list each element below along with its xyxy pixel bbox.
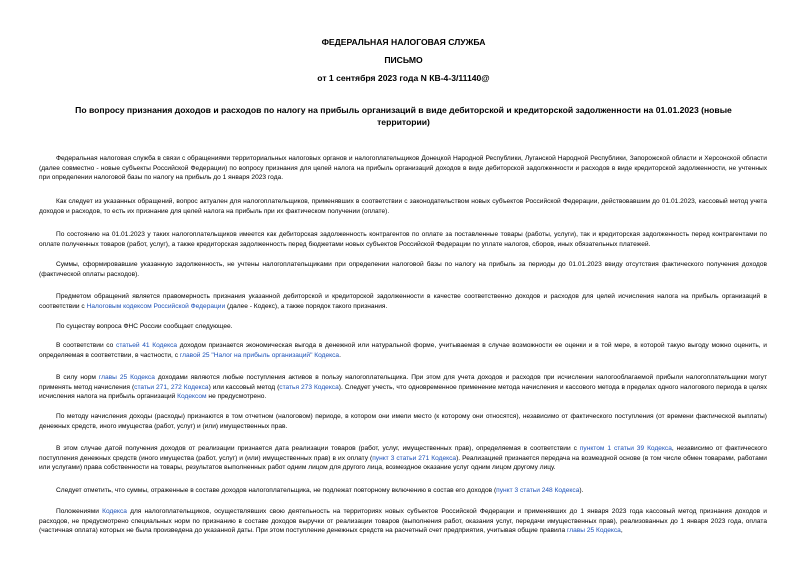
paragraph-text: ,: [620, 527, 623, 535]
link-article-271[interactable]: статьи 271: [134, 383, 168, 391]
agency-title: ФЕДЕРАЛЬНАЯ НАЛОГОВАЯ СЛУЖБА: [321, 37, 486, 47]
link-article-271-point-3[interactable]: пункт 3 статьи 271 Кодекса: [372, 454, 457, 462]
paragraph-text: , независимо от фактического поступления денежных средств (иного имущества (работ, услуг) и (или) имущественных прав) в их оплату (: [39, 445, 767, 462]
paragraph-text: не предусмотрено.: [206, 393, 267, 401]
paragraph-text: для налогоплательщиков, осуществлявших свою деятельность на территориях новых субъектов Российской Федерации и применявших до 1 января 2023 года кассовый метод признания доходов и расходов, не предусмотрено специальных норм по признанию в составе доходов выручки от реализации товаров (выполнения работ, оказания услуг, передачи имущественных прав), реализованных до 1 января 2023 года, оплата (частичная оплата) которых не была произведена до указанной даты. При этом поступление денежных средств на расчетный счет предприятия, учитывая общие правила: [39, 508, 767, 535]
paragraph: [39, 444, 767, 473]
paragraph-text: По существу вопроса ФНС России сообщает следующее.: [56, 323, 233, 330]
paragraph: [39, 486, 767, 496]
paragraph-text: Федеральная налоговая служба в связи с обращениями территориальных налоговых органов и налогоплательщиков Донецкой Народной Республики, Луганской Народной Республики, Запорожской области и Херсонской области (далее совместно - новые субъекты Российской Федерации) по вопросу признания для целей налога на прибыль организаций доходов в виде дебиторской задолженности и расходов в виде кредиторской задолженности, не учтенных при определении налоговой базы по налогу на прибыль до 1 января 2023 года.: [39, 155, 767, 182]
paragraph: [39, 230, 767, 249]
link-chapter-25[interactable]: главой 25 "Налог на прибыль организаций" Кодекса: [179, 351, 340, 359]
paragraph: [39, 412, 767, 431]
document-date-number: от 1 сентября 2023 года N КВ-4-3/11140@: [317, 73, 490, 83]
paragraph-text: Положениями: [56, 508, 103, 515]
paragraph-text: ).: [579, 487, 584, 494]
paragraph-text: доходом признается экономическая выгода в денежной или натуральной форме, учитываемая в случае возможности ее оценки и в той мере, в которой такую выгоду можно оценить, и определяемая в соответствии, в частности, с: [39, 342, 767, 359]
paragraph-text: Суммы, сформировавшие указанную задолженность, не учтены налогоплательщиками при определении налоговой базы по налогу на прибыль за периоды до 01.01.2023 ввиду отсутствия фактического получения доходов (фактической оплаты расходов).: [39, 261, 767, 278]
paragraph: [39, 341, 767, 360]
link-chapter-25[interactable]: главы 25 Кодекса: [567, 527, 621, 535]
paragraph: [39, 154, 767, 183]
paragraph-text: Предметом обращений является правомерность признания указанной дебиторской и кредиторской задолженности в качестве соответственно доходов и расходов для целей исчисления налога на прибыль организаций в соответствии с: [39, 293, 767, 310]
paragraph-text: В силу норм: [56, 374, 99, 381]
paragraph-text: По состоянию на 01.01.2023 у таких налогоплательщиков имеется как дебиторская задолженность контрагентов по оплате за поставленные товары (работы, услуги), так и кредиторская задолженность перед контрагентами по оплате полученных товаров (работ, услуг), а также кредиторская задолженность перед бюджетами новых субъектов Российской Федерации по уплате налогов, сборов, иных обязательных платежей.: [39, 231, 767, 248]
document-subject: По вопросу признания доходов и расходов по налогу на прибыль организаций в виде дебиторской и кредиторской задолженности на 01.01.2023 (новые территории): [75, 105, 732, 127]
paragraph-text: ). Реализацией признается передача на возмездной основе (в том числе обмен товарами, работами или услугами) права собственности на товары, результатов выполненных работ одним лицом для другого лица, возмездное оказание услуг одним лицом другому лицу.: [39, 454, 767, 472]
link-article-248-point-3[interactable]: пункт 3 статьи 248 Кодекса: [496, 487, 580, 494]
link-code[interactable]: Кодексом: [177, 393, 207, 401]
link-article-41[interactable]: статьей 41 Кодекса: [116, 342, 178, 349]
paragraph-text: В этом случае датой получения доходов от реализации признается дата реализации товаров (работ, услуг, имущественных прав), определяемая в соответствии с: [56, 445, 580, 452]
paragraph-text: (далее - Кодекс), а также порядок такого признания.: [225, 302, 388, 310]
paragraph: [39, 260, 767, 279]
paragraph: [39, 197, 767, 216]
paragraph-text: В соответствии со: [56, 342, 117, 349]
link-code[interactable]: Кодекса: [102, 508, 127, 515]
link-tax-code[interactable]: Налоговым кодексом Российской Федерации: [86, 302, 226, 310]
link-article-272[interactable]: 272 Кодекса: [170, 383, 209, 391]
link-chapter-25[interactable]: главы 25 Кодекса: [98, 374, 155, 381]
paragraph: [39, 373, 767, 402]
paragraph: [39, 322, 767, 332]
paragraph-text: По методу начисления доходы (расходы) признаются в том отчетном (налоговом) периоде, в котором они имели место (к которому они относятся), независимо от фактического поступления (от времени фактической выплаты) денежных средств, иного имущества (работ, услуг) и (или) имущественных прав.: [39, 413, 767, 430]
paragraph-text: Как следует из указанных обращений, вопрос актуален для налогоплательщиков, применявших в соответствии с законодательством новых субъектов Российской Федерации, действовавшим до 01.01.2023, кассовый метод учета доходов и расходов, то есть их признание для целей налога на прибыль при их фактическом получении (оплате).: [39, 198, 767, 215]
link-article-39-point-1[interactable]: пунктом 1 статьи 39 Кодекса: [579, 445, 672, 452]
link-article-273[interactable]: статья 273 Кодекса: [279, 383, 339, 391]
document-type: ПИСЬМО: [384, 55, 423, 65]
paragraph-text: доходами являются любые поступления активов в пользу налогоплательщика. При этом для учета доходов и расходов при исчислении налогооблагаемой прибыли налогоплательщики могут применять метод начисления (: [39, 374, 767, 391]
paragraph-text: ). Следует учесть, что одновременное применение метода начисления и кассового метода в пределах одного налогового периода в целях исчисления налога на прибыль организаций: [39, 383, 767, 401]
paragraph-text: ,: [167, 383, 171, 391]
paragraph: [39, 292, 767, 311]
paragraph-text: Следует отметить, что суммы, отраженные в составе доходов налогоплательщика, не подлежат повторному включению в состав его доходов (: [56, 487, 497, 494]
paragraph-text: .: [339, 351, 341, 359]
paragraph: [39, 507, 767, 536]
paragraph-text: ) или кассовый метод (: [208, 383, 280, 391]
